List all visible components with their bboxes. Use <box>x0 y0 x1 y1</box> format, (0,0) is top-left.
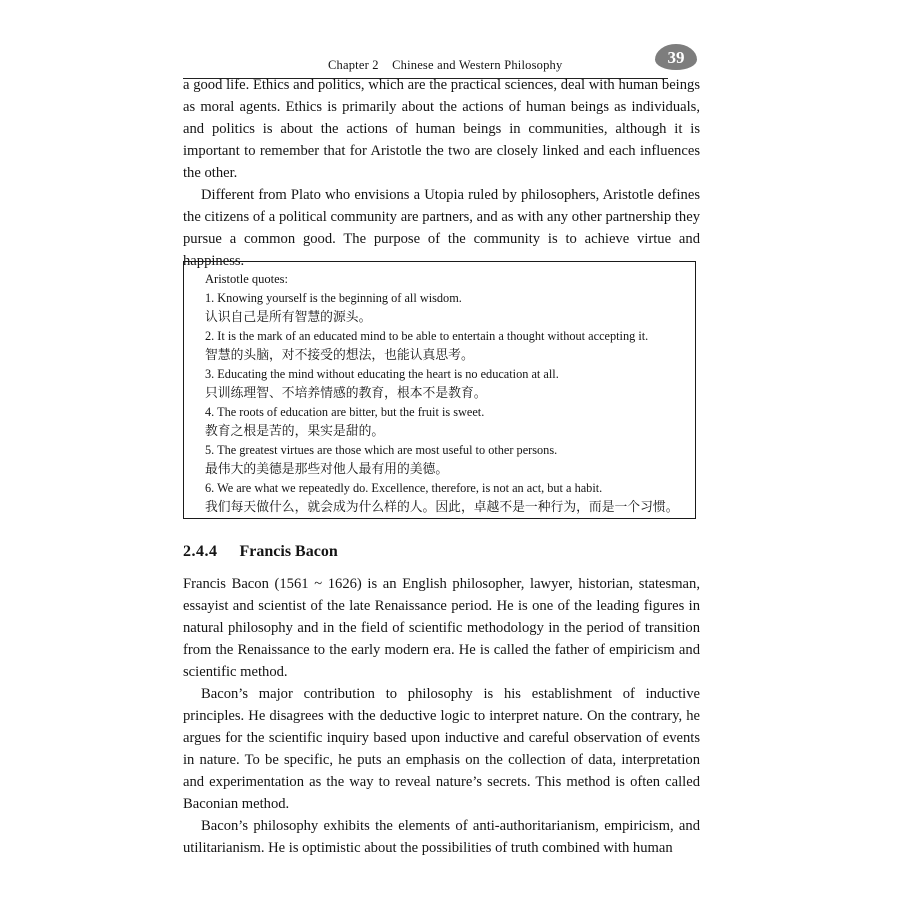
paragraph-plato-aristotle: Different from Plato who envisions a Utopia ruled by philosophers, Aristotle defines the citizens of a political community are partners, and as with any other partnership they pursue a common good. The purpose of the community is to achieve virtue and happiness. <box>183 187 700 269</box>
quote-chinese: 最伟大的美德是那些对他人最有用的美德。 <box>205 462 449 477</box>
quote-item <box>205 327 695 365</box>
chapter-label: Chapter 2 <box>328 58 379 72</box>
quote-chinese: 智慧的头脑，对不接受的想法，也能认真思考。 <box>205 348 474 363</box>
quote-item <box>205 441 695 479</box>
section-heading <box>183 540 338 564</box>
aristotle-quotes-box <box>183 261 696 519</box>
running-title <box>328 58 562 73</box>
paragraph-bacon-philosophy: Bacon’s philosophy exhibits the elements of anti-authoritarianism, empiricism, and utilitarianism. He is optimistic about the possibilities of truth combined with human <box>183 818 700 856</box>
section-number: 2.4.4 <box>183 543 218 560</box>
paragraph-bacon-induction: Bacon’s major contribution to philosophy is his establishment of inductive principles. He disagrees with the deductive logic to interpret nature. On the contrary, he argues for the scientific inquiry based upon inductive and careful observation of events in nature. To be specific, he puts an emphasis on the collection of data, interpretation and experimentation as the way to reveal nature’s secrets. This method is often called Baconian method. <box>183 686 700 812</box>
quote-chinese: 认识自己是所有智慧的源头。 <box>205 310 372 325</box>
page-number: 39 <box>655 44 697 70</box>
quote-english: 5. The greatest virtues are those which are most useful to other persons. <box>205 443 558 457</box>
quote-english: 1. Knowing yourself is the beginning of all wisdom. <box>205 291 462 305</box>
quote-chinese: 只训练理智、不培养情感的教育，根本不是教育。 <box>205 386 487 401</box>
paragraph-bacon-bio: Francis Bacon (1561 ~ 1626) is an English philosopher, lawyer, historian, statesman, essayist and scientist of the late Renaissance period. He is one of the leading figures in natural philosophy and in the field of scientific methodology in the period of transition from the Renaissance to the early modern era. He is called the father of empiricism and scientific method. <box>183 576 700 680</box>
quote-english: 4. The roots of education are bitter, but the fruit is sweet. <box>205 405 485 419</box>
paragraph-ethics-politics: a good life. Ethics and politics, which are the practical sciences, deal with human beings as moral agents. Ethics is primarily about the actions of human beings as individuals, and politics is about the actions of human beings in communities, although it is important to remember that for Aristotle the two are closely linked and each influences the other. <box>183 77 700 181</box>
quote-english: 2. It is the mark of an educated mind to be able to entertain a thought without accepting it. <box>205 329 649 343</box>
quote-english: 6. We are what we repeatedly do. Excellence, therefore, is not an act, but a habit. <box>205 481 603 495</box>
quote-item <box>205 365 695 403</box>
quote-item <box>205 289 695 327</box>
quote-chinese: 我们每天做什么，就会成为什么样的人。因此，卓越不是一种行为，而是一个习惯。 <box>205 500 679 515</box>
quote-item <box>205 479 695 517</box>
section-title: Francis Bacon <box>239 543 338 560</box>
quote-box-title: Aristotle quotes: <box>205 272 288 286</box>
chapter-title: Chinese and Western Philosophy <box>392 58 563 72</box>
quote-chinese: 教育之根是苦的，果实是甜的。 <box>205 424 385 439</box>
quote-item <box>205 403 695 441</box>
quote-english: 3. Educating the mind without educating the heart is no education at all. <box>205 367 559 381</box>
